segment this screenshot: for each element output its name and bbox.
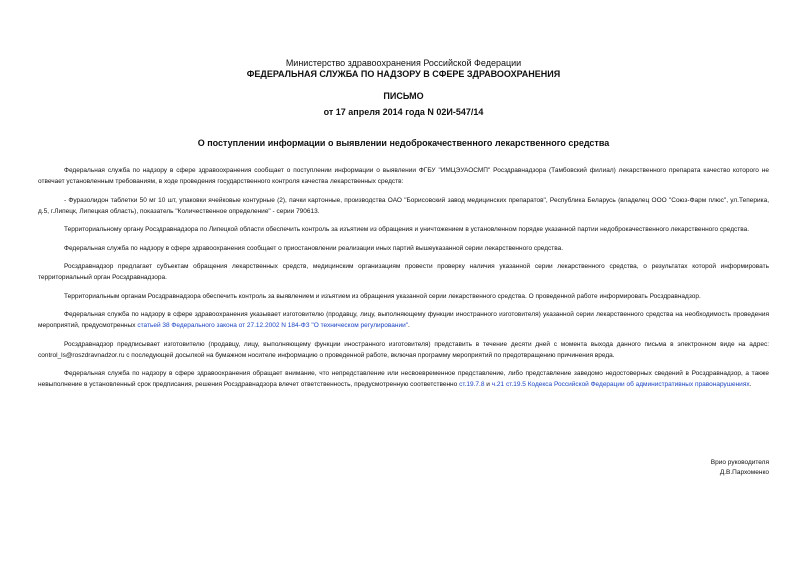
paragraph-5: Росздравнадзор предлагает субъектам обращения лекарственных средств, медицинским организациям провести проверку наличия указанной серии лекарственного средства, о результатах которой информировать территориальный орган Росздравнадзора. [38, 263, 769, 281]
paragraph-7-text: Федеральная служба по надзору в сфере здравоохранения указывает изготовителю (продавцу, лицу, выполняющему функции иностранного изготовителя) указанной серии лекарственного средства на необходимость проведения мероприятий, предусмотренных [38, 311, 769, 329]
paragraph-9 [38, 368, 769, 390]
paragraph-9-mid: и [484, 381, 492, 388]
paragraph-2: - Фуразолидон таблетки 50 мг 10 шт, упаковки ячейковые контурные (2), пачки картонные, производства ОАО "Борисовский завод медицинских препаратов", Республика Беларусь (владелец ООО "Союз-Фарм плюс", ул.Теперика, д.5, г.Липецк, Липецкая область), показатель "Количественное определение" - серии 790613. [38, 196, 769, 215]
paragraph-7-end: . [408, 322, 410, 329]
signature-block [711, 458, 769, 478]
document-subject: О поступлении информации о выявлении недоброкачественного лекарственного средства [197, 138, 610, 148]
paragraph-6: Территориальным органам Росздравнадзора обеспечить контроль за выявлением и изъятием из обращения указанной серии лекарственного средства. О проведенной работе информировать Росздравнадзор. [64, 292, 701, 300]
paragraph-3: Территориальному органу Росздравнадзора по Липецкой области обеспечить контроль за изъятием из обращения и уничтожением в установленном порядке указанной партии недоброкачественного лекарственного средства. [64, 226, 750, 233]
signatory-name: Д.В.Пархоменко [719, 469, 769, 476]
paragraph-8: Росздравнадзор предписывает изготовителю (продавцу, лицу, выполняющему функции иностранного изготовителя) представить в течение десяти дней с момента выхода данного письма в электронном виде на адрес: control_ls@roszdravnadzor.ru с последующей досылкой на бумажном носителе информацию о проведенной работе, включая программу мероприятий по предотвращению причинения вреда. [38, 340, 769, 359]
document-type: ПИСЬМО [383, 91, 424, 101]
law-184fz-link[interactable]: статьей 38 Федерального закона от 27.12.2002 N 184-ФЗ "О техническом регулировании" [137, 322, 409, 329]
document-date-number: от 17 апреля 2014 года N 02И-547/14 [323, 107, 484, 117]
paragraph-7 [38, 309, 769, 331]
paragraph-9-end: . [749, 381, 752, 388]
service-name: ФЕДЕРАЛЬНАЯ СЛУЖБА ПО НАДЗОРУ В СФЕРЕ ЗДРАВООХРАНЕНИЯ [246, 69, 561, 79]
paragraph-9-text: Федеральная служба по надзору в сфере здравоохранения обращает внимание, что непредставление или несвоевременное представление, либо представление заведомо недостоверных сведений в Росздравнадзор, а также невыполнение в установленный срок предписания, решения Росздравнадзора влечет ответственность, предусмотренную соответственно [38, 370, 769, 388]
paragraph-1: Федеральная служба по надзору в сфере здравоохранения сообщает о поступлении информации о выявлении ФГБУ "ИМЦЭУАОСМП" Росздравнадзора (Тамбовский филиал) лекарственного препарата качество которого не отвечает установленным требованиям, в ходе проведения государственного контроля качества лекарственных средств: [38, 167, 769, 185]
ministry-name: Министерство здравоохранения Российской Федерации [285, 58, 522, 68]
koap-article-19-7-8-link[interactable]: ст.19.7.8 [459, 381, 485, 388]
paragraph-4: Федеральная служба по надзору в сфере здравоохранения сообщает о приостановлении реализации иных партий вышеуказанной серии лекарственного средства. [64, 244, 564, 252]
koap-article-19-5-link[interactable]: ч.21 ст.19.5 Кодекса Российской Федерации об административных правонарушениях [491, 381, 750, 388]
document-body [38, 165, 769, 398]
signatory-position: Врио руководителя [710, 459, 769, 466]
